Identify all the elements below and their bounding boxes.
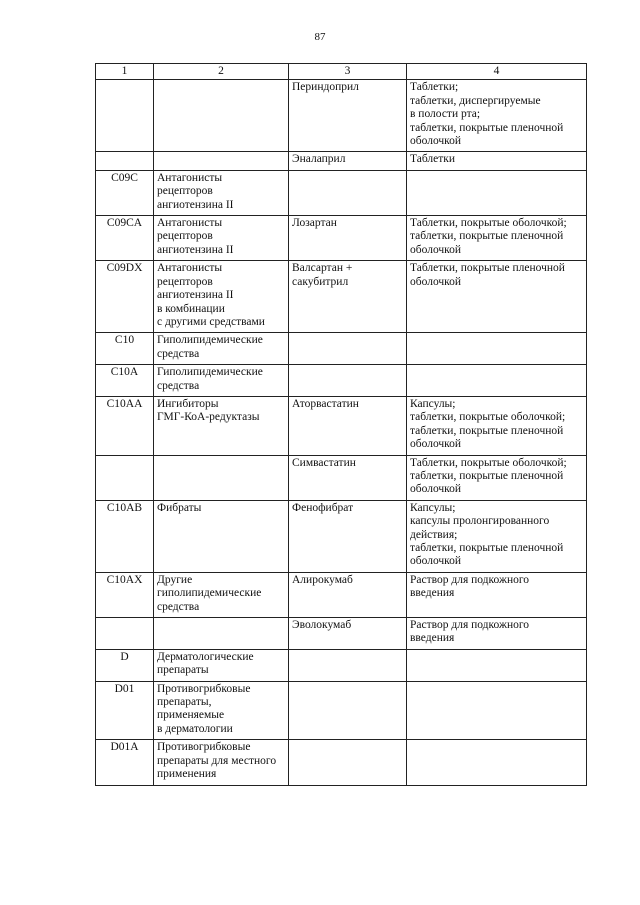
table-row — [96, 261, 587, 333]
code-cell — [96, 455, 154, 500]
drug-cell — [289, 740, 407, 785]
form-cell: Капсулы; капсулы пролонгированного действия; таблетки, покрытые пленочной оболочкой — [407, 500, 587, 572]
table-row — [96, 152, 587, 170]
table-row — [96, 681, 587, 740]
group-cell: Антагонисты рецепторов ангиотензина II — [154, 170, 289, 215]
code-cell: C10AB — [96, 500, 154, 572]
code-cell: C09CA — [96, 216, 154, 261]
code-cell — [96, 618, 154, 650]
code-cell: C10A — [96, 365, 154, 397]
drug-cell: Алирокумаб — [289, 572, 407, 617]
table-row — [96, 572, 587, 617]
group-cell: Другие гиполипидемические средства — [154, 572, 289, 617]
form-cell — [407, 365, 587, 397]
table-body — [96, 80, 587, 785]
group-cell: Противогрибковые препараты, применяемые в дерматологии — [154, 681, 289, 740]
table-row — [96, 80, 587, 152]
table-row — [96, 365, 587, 397]
form-cell: Таблетки, покрытые оболочкой; таблетки, покрытые пленочной оболочкой — [407, 216, 587, 261]
group-cell: Фибраты — [154, 500, 289, 572]
drug-cell: Эволокумаб — [289, 618, 407, 650]
code-cell — [96, 152, 154, 170]
group-cell — [154, 618, 289, 650]
group-cell: Гиполипидемические средства — [154, 365, 289, 397]
drug-cell: Аторвастатин — [289, 396, 407, 455]
code-cell: C09C — [96, 170, 154, 215]
code-cell: D01 — [96, 681, 154, 740]
drug-cell: Симвастатин — [289, 455, 407, 500]
form-cell — [407, 170, 587, 215]
form-cell — [407, 333, 587, 365]
table-row — [96, 455, 587, 500]
drug-cell — [289, 649, 407, 681]
drug-cell: Валсартан + сакубитрил — [289, 261, 407, 333]
table-row — [96, 170, 587, 215]
drug-cell — [289, 333, 407, 365]
drug-cell: Эналаприл — [289, 152, 407, 170]
table-row — [96, 618, 587, 650]
group-cell: Гиполипидемические средства — [154, 333, 289, 365]
page-number: 87 — [314, 31, 326, 43]
code-cell: C09DX — [96, 261, 154, 333]
table-row — [96, 396, 587, 455]
drug-cell — [289, 170, 407, 215]
code-cell: C10AX — [96, 572, 154, 617]
group-cell: Дерматологические препараты — [154, 649, 289, 681]
form-cell — [407, 649, 587, 681]
form-cell — [407, 740, 587, 785]
table-row — [96, 740, 587, 785]
column-header-form: 4 — [407, 64, 587, 80]
drug-table — [95, 63, 587, 786]
drug-cell: Лозартан — [289, 216, 407, 261]
form-cell: Капсулы; таблетки, покрытые оболочкой; таблетки, покрытые пленочной оболочкой — [407, 396, 587, 455]
table-row — [96, 216, 587, 261]
code-cell: D — [96, 649, 154, 681]
form-cell: Таблетки — [407, 152, 587, 170]
form-cell: Таблетки; таблетки, диспергируемые в полости рта; таблетки, покрытые пленочной оболочкой — [407, 80, 587, 152]
table-row — [96, 333, 587, 365]
table-row — [96, 649, 587, 681]
drug-cell — [289, 365, 407, 397]
form-cell: Раствор для подкожного введения — [407, 618, 587, 650]
table-header-row — [96, 64, 587, 80]
code-cell: C10AA — [96, 396, 154, 455]
drug-cell: Периндоприл — [289, 80, 407, 152]
group-cell — [154, 80, 289, 152]
group-cell: Антагонисты рецепторов ангиотензина II в комбинации с другими средствами — [154, 261, 289, 333]
code-cell — [96, 80, 154, 152]
form-cell: Раствор для подкожного введения — [407, 572, 587, 617]
form-cell: Таблетки, покрытые пленочной оболочкой — [407, 261, 587, 333]
group-cell: Антагонисты рецепторов ангиотензина II — [154, 216, 289, 261]
drug-cell — [289, 681, 407, 740]
column-header-code: 1 — [96, 64, 154, 80]
code-cell: D01A — [96, 740, 154, 785]
column-header-drug: 3 — [289, 64, 407, 80]
code-cell: C10 — [96, 333, 154, 365]
form-cell: Таблетки, покрытые оболочкой; таблетки, покрытые пленочной оболочкой — [407, 455, 587, 500]
form-cell — [407, 681, 587, 740]
table-row — [96, 500, 587, 572]
group-cell — [154, 152, 289, 170]
group-cell: Ингибиторы ГМГ-КоА-редуктазы — [154, 396, 289, 455]
group-cell: Противогрибковые препараты для местного применения — [154, 740, 289, 785]
group-cell — [154, 455, 289, 500]
drug-cell: Фенофибрат — [289, 500, 407, 572]
column-header-group: 2 — [154, 64, 289, 80]
